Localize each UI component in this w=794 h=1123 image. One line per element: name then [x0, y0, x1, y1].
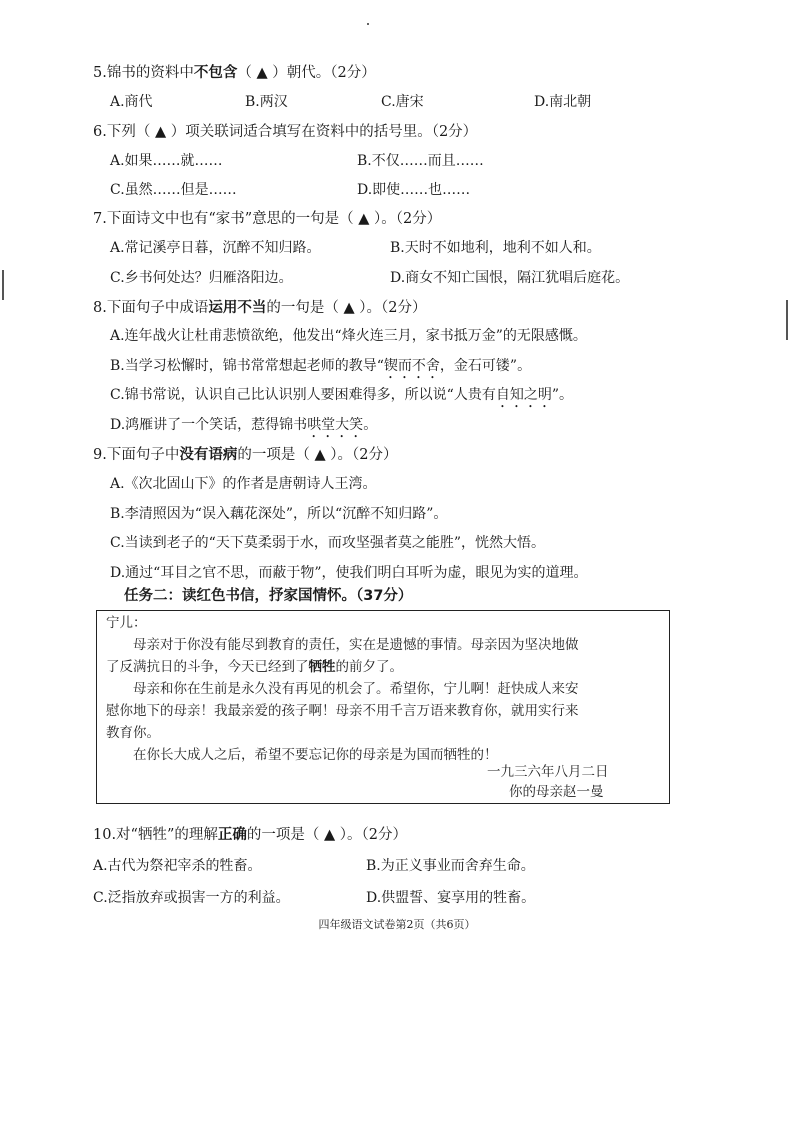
scan-mark: [367, 23, 369, 25]
letter-line: 教育你。: [106, 725, 160, 741]
q9-option-d: D.通过“耳目之官不思，而蔽于物”，使我们明白耳听为虚，眼见为实的道理。: [110, 565, 588, 581]
q10-option-d: D.供盟誓、宴享用的牲畜。: [366, 890, 536, 906]
scan-edge-mark: [2, 270, 4, 300]
question-8: 8.下面句子中成语运用不当的一句是（ ▲ ）。（2分）: [93, 299, 427, 316]
letter-line: 慰你地下的母亲！我最亲爱的孩子啊！母亲不用千言万语来教育你，就用实行来: [106, 703, 579, 719]
letter-line: 母亲和你在生前是永久没有再见的机会了。希望你，宁儿啊！赶快成人来安: [133, 681, 579, 697]
question-9: 9.下面句子中没有语病的一项是（ ▲ ）。（2分）: [93, 446, 398, 463]
letter-line: 在你长大成人之后，希望不要忘记你的母亲是为国而牺牲的！: [133, 747, 498, 763]
q9-option-b: B.李清照因为“误入藕花深处”，所以“沉醉不知归路”。: [110, 506, 448, 522]
q8-option-a: A.连年战火让杜甫悲愤欲绝，他发出“烽火连三月，家书抵万金”的无限感慨。: [110, 328, 587, 344]
page-footer: 四年级语文试卷第2页（共6页）: [318, 918, 476, 931]
q6-option-d: D.即使……也……: [357, 182, 471, 198]
q9-option-c: C.当读到老子的“天下莫柔弱于水，而攻坚强者莫之能胜”，恍然大悟。: [110, 535, 545, 551]
letter-salutation: 宁儿：: [106, 615, 147, 631]
task-2-heading: 任务二：读红色书信，抒家国情怀。（37分）: [124, 588, 413, 604]
letter-date: 一九三六年八月二日: [487, 764, 609, 780]
q7-option-a: A.常记溪亭日暮，沉醉不知归路。: [110, 240, 321, 256]
q8-option-c: C.锦书常说，认识自己比认识别人要困难得多，所以说“人贵有自知之明”。: [110, 387, 573, 403]
q10-option-a: A.古代为祭祀宰杀的牲畜。: [93, 858, 262, 874]
letter-line: 了反满抗日的斗争，今天已经到了牺牲的前夕了。: [106, 659, 403, 675]
q5-option-b: B.两汉: [245, 94, 288, 110]
q9-option-a: A.《次北固山下》的作者是唐朝诗人王湾。: [110, 476, 377, 492]
scan-edge-mark: [786, 300, 788, 340]
q5-option-a: A.商代: [110, 94, 153, 110]
q6-option-c: C.虽然……但是……: [110, 182, 237, 198]
q10-option-c: C.泛指放弃或损害一方的利益。: [93, 890, 290, 906]
q6-option-b: B.不仅……而且……: [357, 153, 484, 169]
question-6: 6.下列（ ▲ ）项关联词适合填写在资料中的括号里。（2分）: [93, 124, 478, 140]
q7-option-d: D.商女不知亡国恨，隔江犹唱后庭花。: [390, 270, 630, 286]
q5-option-d: D.南北朝: [534, 94, 592, 110]
q8-option-b: B.当学习松懈时，锦书常常想起老师的教导“锲而不舍，金石可镂”。: [110, 358, 532, 374]
q6-option-a: A.如果……就……: [110, 153, 223, 169]
q8-option-d: D.鸿雁讲了一个笑话，惹得锦书哄堂大笑。: [110, 417, 378, 433]
q7-option-c: C.乡书何处达？归雁洛阳边。: [110, 270, 293, 286]
question-5: 5.锦书的资料中不包含（ ▲ ）朝代。（2分）: [93, 64, 376, 81]
question-10: 10.对“牺牲”的理解正确的一项是（ ▲ ）。（2分）: [93, 826, 407, 843]
letter-line: 母亲对于你没有能尽到教育的责任，实在是遗憾的事情。母亲因为坚决地做: [133, 637, 579, 653]
q5-option-c: C.唐宋: [381, 94, 424, 110]
q10-option-b: B.为正义事业而舍弃生命。: [366, 858, 535, 874]
q7-option-b: B.天时不如地利，地利不如人和。: [390, 240, 601, 256]
letter-box: [96, 610, 670, 804]
letter-signature: 你的母亲赵一曼: [509, 784, 604, 800]
question-7: 7.下面诗文中也有“家书”意思的一句是（ ▲ ）。（2分）: [93, 211, 442, 227]
